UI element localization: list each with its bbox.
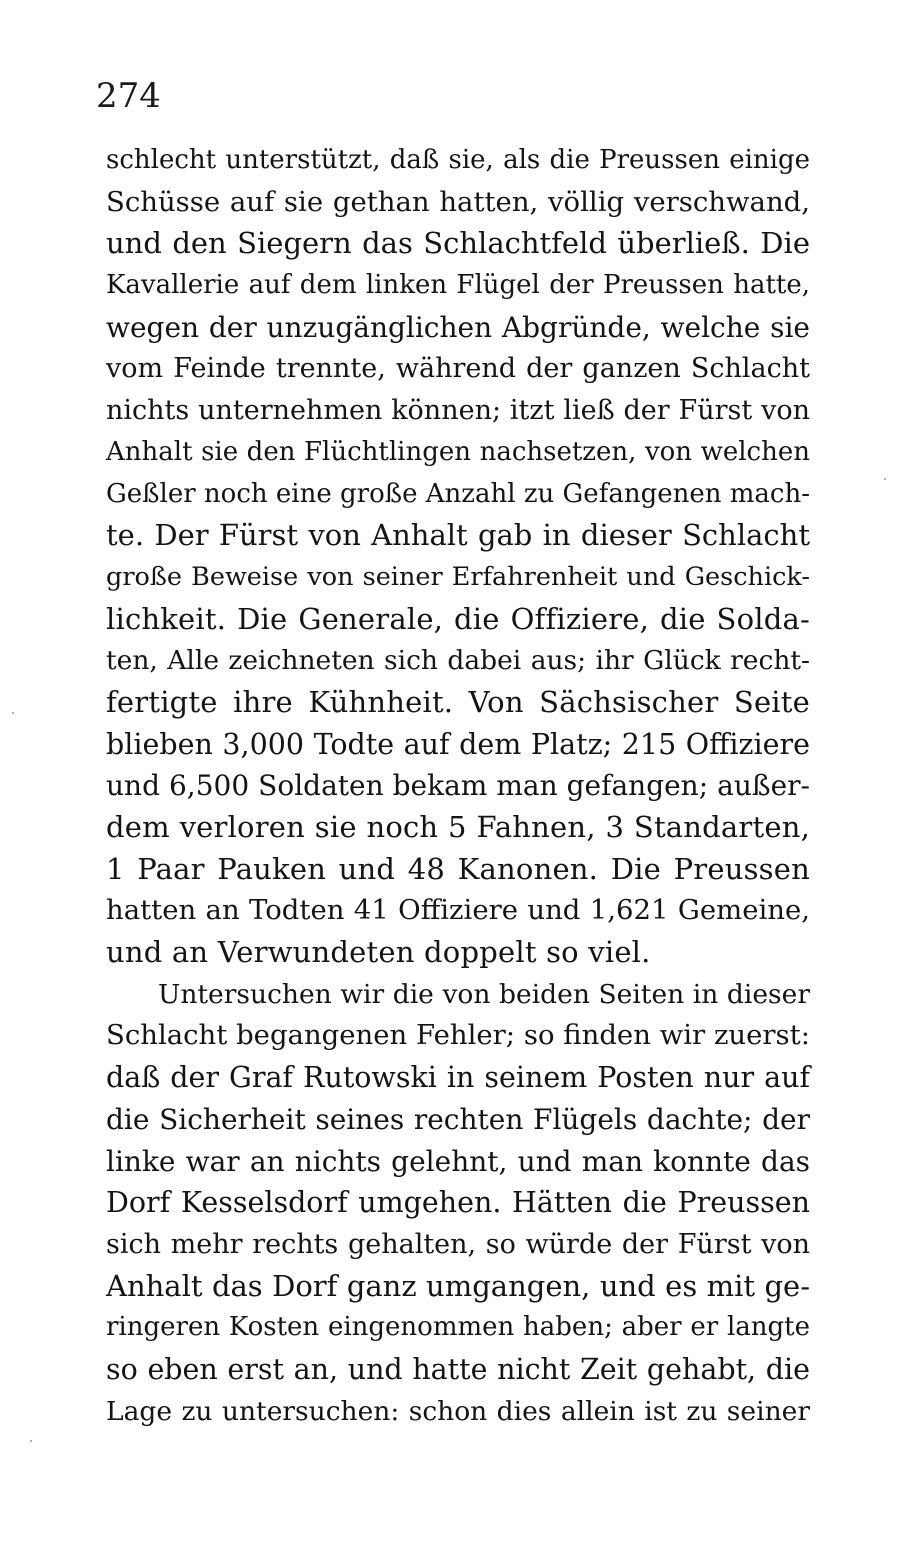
text-line: schlecht unterstützt, daß sie, als die Preussen einige bbox=[106, 145, 810, 175]
text-line: wegen der unzugänglichen Abgründe, welche sie bbox=[106, 310, 810, 344]
text-line: Lage zu untersuchen: schon dies allein ist zu seiner bbox=[106, 1395, 810, 1427]
text-line: fertigte ihre Kühnheit. Von Sächsischer Seite bbox=[106, 684, 810, 719]
text-line: ten, Alle zeichneten sich dabei aus; ihr Glück recht- bbox=[106, 645, 810, 677]
text-line: Kavallerie auf dem linken Flügel der Preussen hatte, bbox=[106, 270, 810, 301]
text-line: dem verloren sie noch 5 Fahnen, 3 Standarten, bbox=[106, 810, 810, 844]
text-line: linke war an nichts gelehnt, und man konnte das bbox=[106, 1144, 810, 1178]
text-line: 1 Paar Pauken und 48 Kanonen. Die Preussen bbox=[106, 851, 810, 886]
text-line: und 6,500 Soldaten bekam man gefangen; außer- bbox=[106, 769, 810, 803]
text-line: so eben erst an, und hatte nicht Zeit gehabt, die bbox=[106, 1352, 810, 1386]
text-line: hatten an Todten 41 Offiziere und 1,621 Gemeine, bbox=[106, 894, 810, 927]
text-line: Geßler noch eine große Anzahl zu Gefangenen mach- bbox=[106, 478, 810, 509]
text-line: Anhalt das Dorf ganz umgangen, und es mit ge- bbox=[106, 1268, 810, 1303]
text-line: Schlacht begangenen Fehler; so finden wir zuerst: bbox=[106, 1019, 810, 1052]
text-line: die Sicherheit seines rechten Flügels dachte; der bbox=[106, 1102, 810, 1136]
text-line: große Beweise von seiner Erfahrenheit und Geschick- bbox=[106, 561, 810, 592]
text-line: Schüsse auf sie gethan hatten, völlig verschwand, bbox=[106, 185, 810, 218]
page-number: 274 bbox=[96, 76, 161, 116]
text-line: nichts unternehmen können; itzt ließ der Fürst von bbox=[106, 395, 810, 427]
text-line: blieben 3,000 Todte auf dem Platz; 215 Offiziere bbox=[106, 727, 810, 761]
text-line: sich mehr rechts gehalten, so würde der Fürst von bbox=[106, 1228, 810, 1260]
scan-speck bbox=[30, 1440, 32, 1442]
scan-speck bbox=[12, 712, 14, 714]
page-text bbox=[106, 140, 810, 1432]
text-line: Anhalt sie den Flüchtlingen nachsetzen, von welchen bbox=[106, 436, 810, 467]
text-line: te. Der Fürst von Anhalt gab in dieser Schlacht bbox=[106, 518, 810, 553]
text-line: ringeren Kosten eingenommen haben; aber er langte bbox=[106, 1312, 810, 1343]
text-line: und den Siegern das Schlachtfeld überließ. Die bbox=[106, 226, 810, 261]
text-line: daß der Graf Rutowski in seinem Posten nur auf bbox=[106, 1061, 810, 1095]
text-line: lichkeit. Die Generale, die Offiziere, die Solda- bbox=[106, 601, 810, 636]
text-line: vom Feinde trennte, während der ganzen Schlacht bbox=[106, 353, 810, 385]
text-line: und an Verwundeten doppelt so viel. bbox=[106, 935, 651, 970]
scan-speck bbox=[884, 478, 886, 480]
text-line: Dorf Kesselsdorf umgehen. Hätten die Preussen bbox=[106, 1186, 810, 1220]
text-line: Untersuchen wir die von beiden Seiten in dieser bbox=[158, 978, 810, 1010]
